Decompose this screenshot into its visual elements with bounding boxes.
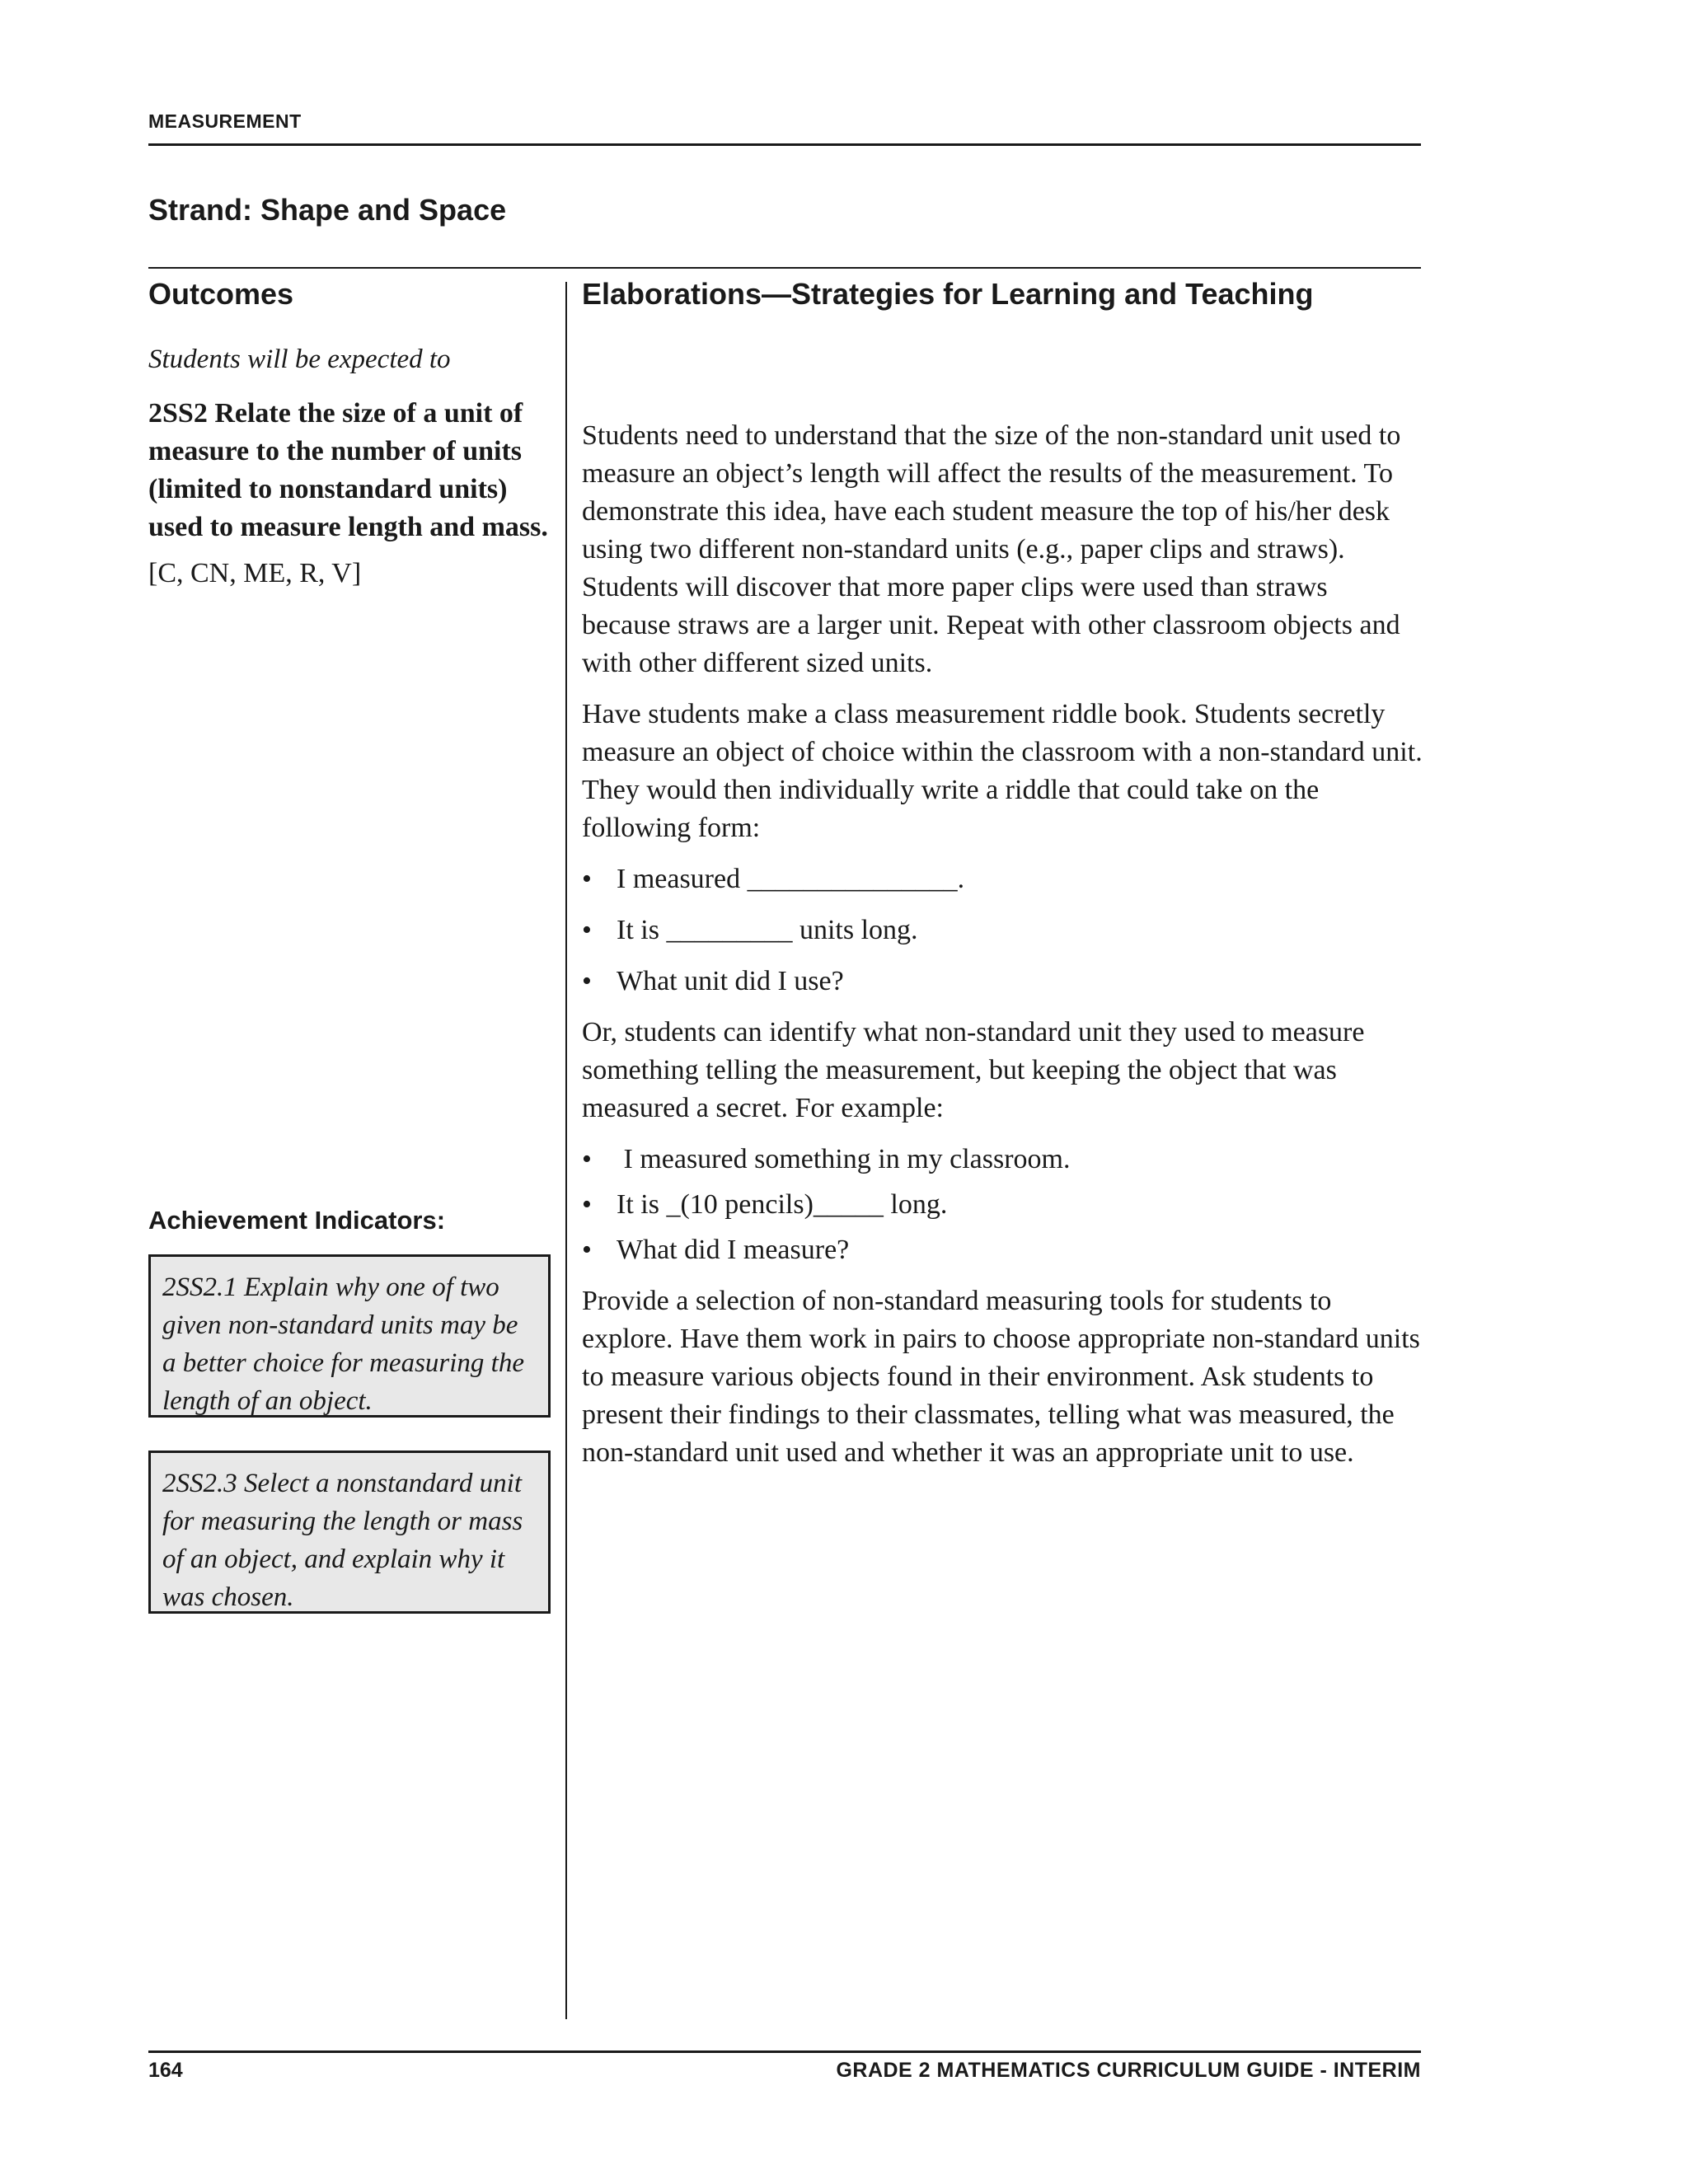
- example-list: [582, 1141, 1423, 1269]
- strand-title: Strand: Shape and Space: [148, 193, 507, 227]
- outcomes-column: [148, 277, 552, 589]
- elaboration-paragraph: Have students make a class measurement riddle book. Students secretly measure an object of choice within the classroom with a non-standard unit. They would then individually write a riddle that could take on the following form:: [582, 699, 1423, 843]
- bullet-icon: •: [582, 1144, 592, 1174]
- bullet-icon: •: [582, 966, 592, 996]
- list-item: • I measured something in my classroom.: [582, 1141, 1423, 1179]
- indicator-box: 2SS2.1 Explain why one of two given non-standard units may be a better choice for measuring the length of an object.: [148, 1254, 551, 1418]
- elaboration-paragraph: Students need to understand that the size of the non-standard unit used to measure an object’s length will affect the results of the measurement. To demonstrate this idea, have each student measure the top of his/her desk using two different non-standard units (e.g., paper clips and straws). Students will discover that more paper clips were used than straws because straws are a larger unit. Repeat with other classroom objects and with other different sized units.: [582, 420, 1401, 678]
- outcomes-lead: Students will be expected to: [148, 344, 451, 374]
- achievement-indicators-heading: Achievement Indicators:: [148, 1206, 446, 1235]
- page-number: 164: [148, 2059, 183, 2082]
- bullet-icon: •: [582, 915, 592, 945]
- list-item: • It is _(10 pencils)_____ long.: [582, 1186, 1423, 1224]
- elaboration-paragraph: Or, students can identify what non-standard unit they used to measure something telling the measurement, but keeping the object that was measured a secret. For example:: [582, 1017, 1365, 1123]
- section-label: MEASUREMENT: [148, 110, 302, 132]
- bullet-icon: •: [582, 1189, 592, 1220]
- elaborations-heading: Elaborations—Strategies for Learning and Teaching: [582, 277, 1314, 311]
- elaborations-column: [582, 277, 1423, 1485]
- header-rule: [148, 143, 1421, 146]
- column-divider: [565, 282, 567, 2019]
- outcome-statement: 2SS2 Relate the size of a unit of measure to the number of units (limited to nonstandard units) used to measure length and mass.: [148, 398, 548, 542]
- mathematical-processes: [C, CN, ME, R, V]: [148, 558, 362, 588]
- footer-rule: [148, 2050, 1421, 2053]
- bullet-icon: •: [582, 1235, 592, 1265]
- riddle-form-list: [582, 860, 1423, 1001]
- footer-title: GRADE 2 MATHEMATICS CURRICULUM GUIDE - INTERIM: [836, 2059, 1421, 2082]
- elaboration-paragraph: Provide a selection of non-standard measuring tools for students to explore. Have them work in pairs to choose appropriate non-standard units to measure various objects found in their environment. Ask students to present their findings to their classmates, telling what was measured, the non-standard unit used and whether it was an appropriate unit to use.: [582, 1286, 1420, 1468]
- bullet-icon: •: [582, 864, 592, 894]
- list-item: • What unit did I use?: [582, 963, 1423, 1001]
- indicator-box: 2SS2.3 Select a nonstandard unit for measuring the length or mass of an object, and explain why it was chosen.: [148, 1451, 551, 1614]
- list-item: • I measured _______________.: [582, 860, 1423, 898]
- list-item: • It is _________ units long.: [582, 912, 1423, 949]
- list-item: • What did I measure?: [582, 1231, 1423, 1269]
- outcomes-heading: Outcomes: [148, 277, 294, 311]
- strand-rule: [148, 267, 1421, 269]
